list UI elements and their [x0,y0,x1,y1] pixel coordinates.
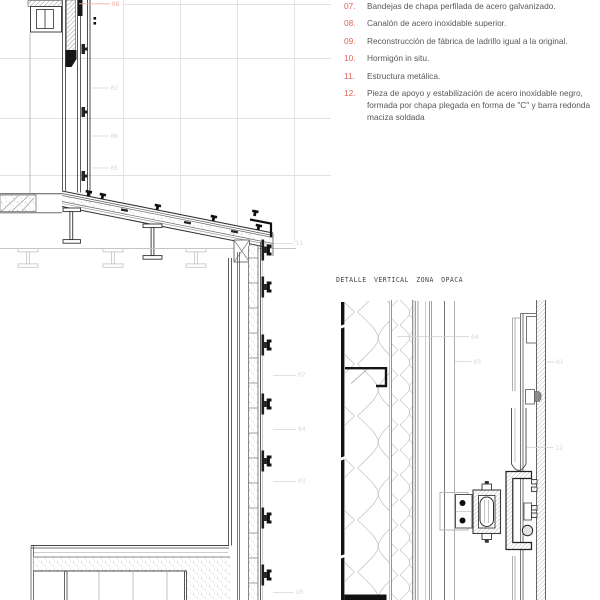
concrete-band [34,557,231,600]
round-bar-cut [522,525,532,535]
parapet-hatch [28,1,62,7]
legend-number: 10. [344,53,356,64]
legend-item-10 [344,53,596,65]
callout-08-gutter: 08 [112,0,120,8]
existing-wall-cut [0,194,62,213]
legend-number: 09. [344,35,356,46]
legend-label: Bandejas de chapa perfilada de acero galvanizado. [367,1,556,11]
bolt [94,22,97,25]
callout-detail-04: 04 [471,333,479,341]
insulation-layer-thick [345,301,390,600]
cavity-lines [416,301,455,600]
callout-11-structure: 11 [295,240,303,247]
legend-label: Canalón de acero inoxidable superior. [367,18,507,29]
callout-detail-12: 12 [555,444,563,452]
callout-04: 04 [298,426,306,433]
legend-label: Pieza de apoyo y estabilización de acero inoxidable negro, formada por chapa plegada en forma de "C" y barra redonda maciza soldada [367,88,591,123]
callout-03: 03 [298,478,306,485]
callout-05: 05 [110,164,118,172]
insulation-layer-thin [392,300,413,600]
round-bar [512,408,527,471]
legend-label: Reconstrucción de fábrica de ladrillo igual a la original. [367,35,568,46]
glazing-grid [0,0,331,242]
legend-item-09 [344,36,596,48]
legend [344,1,596,124]
background-beams [18,249,206,268]
legend-label: Estructura metálica. [367,70,441,81]
legend-label: Hormigón in situ. [367,53,430,64]
detail-opaque-zone [340,300,554,600]
base-steel-band [345,595,387,600]
legend-number: 07. [344,1,356,11]
callout-10-concrete: 10 [295,589,303,596]
plug-connector [535,392,542,402]
bolt [94,17,97,20]
legend-item-11 [344,71,596,83]
left-wall-clips [82,44,88,181]
legend-number: 08. [344,18,356,29]
bolt [460,518,466,524]
legend-number: 11. [344,70,355,81]
legend-item-07 [344,1,596,13]
callout-02: 02 [110,84,118,92]
interior-mullions [65,571,168,600]
legend-number: 12. [344,88,356,99]
masonry-hatch [67,0,76,52]
bolt [460,500,466,506]
legend-item-12 [344,88,596,123]
callout-detail-03: 03 [473,358,481,366]
left-wall-section [28,0,96,197]
roller-capsule [480,497,494,527]
gutter-bar [78,0,83,16]
callout-06: 06 [110,132,118,140]
floor-slab [31,546,230,600]
wall-insulation-strip [249,246,259,600]
callout-07-trays: 07 [298,372,306,379]
leader-lines [79,4,296,593]
callout-detail-01: 01 [556,358,564,366]
fixing-block [527,317,537,344]
legend-item-08 [344,18,596,30]
detail-title: DETALLE VERTICAL ZONA OPACA [336,276,463,284]
gutter-steel-piece [66,50,77,67]
cladding-sheet-cut [537,300,546,600]
roof-insulation-band [62,196,273,244]
right-wall-section [229,240,272,600]
